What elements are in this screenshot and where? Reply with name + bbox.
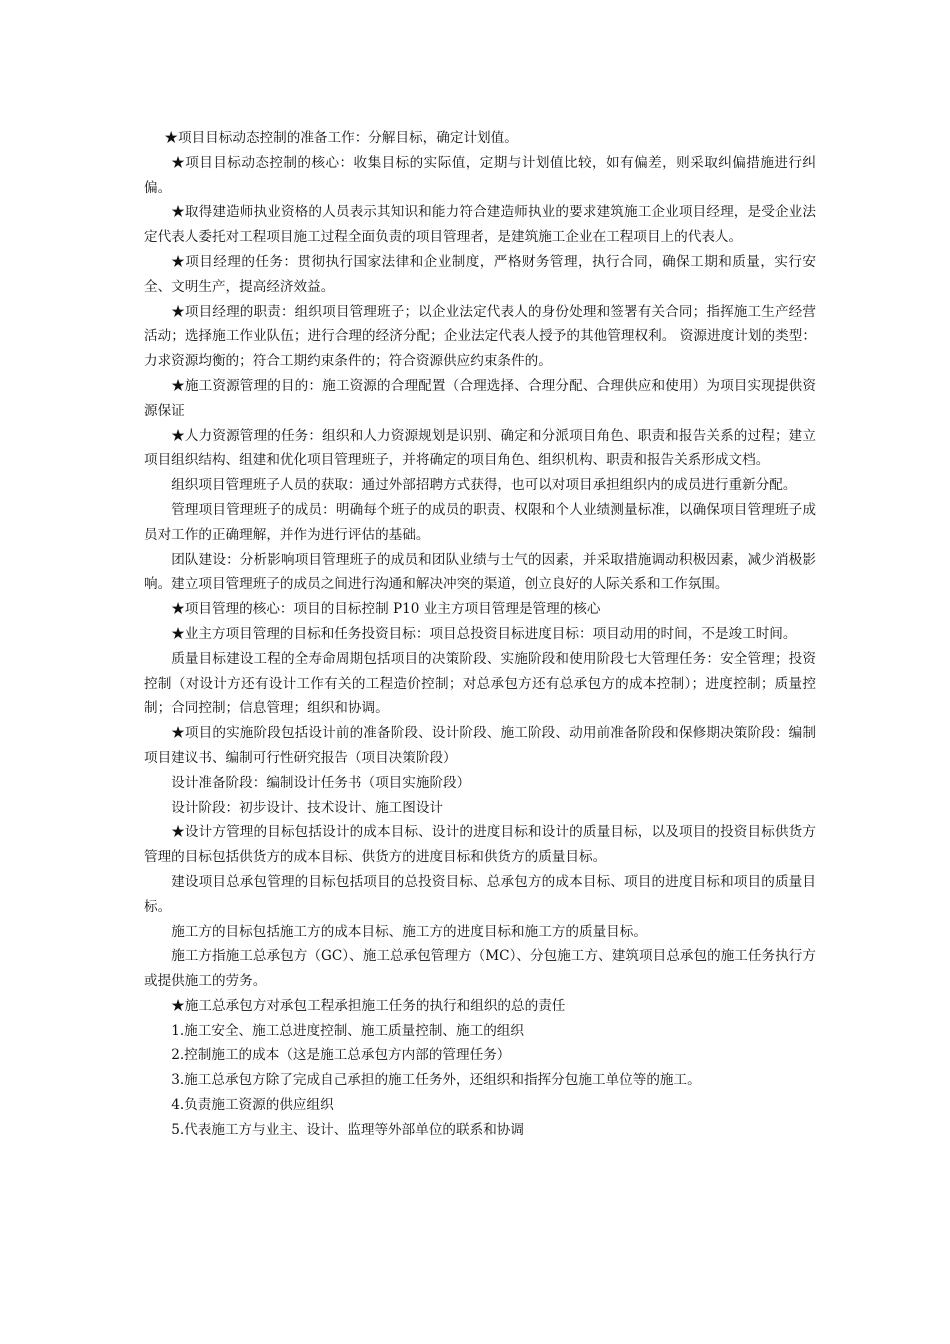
paragraph-13: 质量目标建设工程的全寿命周期包括项目的决策阶段、实施阶段和使用阶段七大管理任务：安全管理；投资控制（对设计方还有设计工作有关的工程造价控制；对总承包方还有总承包方的成本控制）；进度控制；质量控制；合同控制；信息管理；组织和协调。 xyxy=(144,650,816,717)
paragraph-5: ★项目经理的职责：组织项目管理班子；以企业法定代表人的身份处理和签署有关合同；指挥施工生产经营活动；选择施工作业队伍；进行合理的经济分配；企业法定代表人授予的其他管理权利。 资源进度计划的类型：力求资源均衡的；符合工期约束条件的；符合资源供应约束条件的。 xyxy=(144,303,816,370)
paragraph-2: ★项目目标动态控制的核心：收集目标的实际值，定期与计划值比较，如有偏差，则采取纠偏措施进行纠偏。 xyxy=(144,154,816,196)
paragraph-21: ★施工总承包方对承包工程承担施工任务的执行和组织的总的责任 xyxy=(171,997,566,1014)
paragraph-9: 管理项目管理班子的成员：明确每个班子的成员的职责、权限和个人业绩测量标准，以确保项目管理班子成员对工作的正确理解，并作为进行评估的基础。 xyxy=(144,501,816,543)
document-body xyxy=(144,126,816,1143)
paragraph-15: 设计准备阶段：编制设计任务书（项目实施阶段） xyxy=(171,774,471,791)
paragraph-20: 施工方指施工总承包方（GC）、施工总承包管理方（MC）、分包施工方、建筑项目总承包的施工任务执行方或提供施工的劳务。 xyxy=(144,948,816,990)
paragraph-18: 建设项目总承包管理的目标包括项目的总投资目标、总承包方的成本目标、项目的进度目标和项目的质量目标。 xyxy=(144,873,816,915)
paragraph-4: ★项目经理的任务：贯彻执行国家法律和企业制度，严格财务管理，执行合同，确保工期和质量，实行安全、文明生产，提高经济效益。 xyxy=(144,253,816,295)
paragraph-12: ★业主方项目管理的目标和任务投资目标：项目总投资目标进度目标：项目动用的时间，不是竣工时间。 xyxy=(171,625,797,642)
paragraph-6: ★施工资源管理的目的：施工资源的合理配置（合理选择、合理分配、合理供应和使用）为项目实现提供资源保证 xyxy=(144,377,816,419)
paragraph-14: ★项目的实施阶段包括设计前的准备阶段、设计阶段、施工阶段、动用前准备阶段和保修期决策阶段：编制项目建议书、编制可行性研究报告（项目决策阶段） xyxy=(144,725,816,766)
paragraph-17: ★设计方管理的目标包括设计的成本目标、设计的进度目标和设计的质量目标，以及项目的投资目标供货方管理的目标包括供货方的成本目标、供货方的进度目标和供货方的质量目标。 xyxy=(144,824,816,866)
list-item-1: 1.施工安全、施工总进度控制、施工质量控制、施工的组织 xyxy=(171,1022,524,1039)
list-item-4: 4.负责施工资源的供应组织 xyxy=(171,1097,334,1114)
paragraph-8: 组织项目管理班子人员的获取：通过外部招聘方式获得，也可以对项目承担组织内的成员进行重新分配。 xyxy=(171,477,797,494)
list-item-3: 3.施工总承包方除了完成自己承担的施工任务外，还组织和指挥分包施工单位等的施工。 xyxy=(171,1072,701,1089)
list-item-2: 2.控制施工的成本（这是施工总承包方内部的管理任务） xyxy=(171,1047,511,1064)
paragraph-10: 团队建设：分析影响项目管理班子的成员和团队业绩与士气的因素，并采取措施调动积极因素，减少消极影响。建立项目管理班子的成员之间进行沟通和解决冲突的渠道，创立良好的人际关系和工作氛围。 xyxy=(144,551,816,593)
paragraph-19: 施工方的目标包括施工方的成本目标、施工方的进度目标和施工方的质量目标。 xyxy=(171,923,647,940)
paragraph-1: ★项目目标动态控制的准备工作：分解目标，确定计划值。 xyxy=(164,130,518,146)
paragraph-11: ★项目管理的核心：项目的目标控制 P10 业主方项目管理是管理的核心 xyxy=(171,601,601,618)
list-item-5: 5.代表施工方与业主、设计、监理等外部单位的联系和协调 xyxy=(171,1121,524,1138)
paragraph-3: ★取得建造师执业资格的人员表示其知识和能力符合建造师执业的要求建筑施工企业项目经理，是受企业法定代表人委托对工程项目施工过程全面负责的项目管理者，是建筑施工企业在工程项目上的代表人。 xyxy=(144,204,816,246)
paragraph-16: 设计阶段：初步设计、技术设计、施工图设计 xyxy=(171,799,444,816)
paragraph-7: ★人力资源管理的任务：组织和人力资源规划是识别、确定和分派项目角色、职责和报告关系的过程；建立项目组织结构、组建和优化项目管理班子，并将确定的项目角色、组织机构、职责和报告关系形成文档。 xyxy=(144,427,816,469)
